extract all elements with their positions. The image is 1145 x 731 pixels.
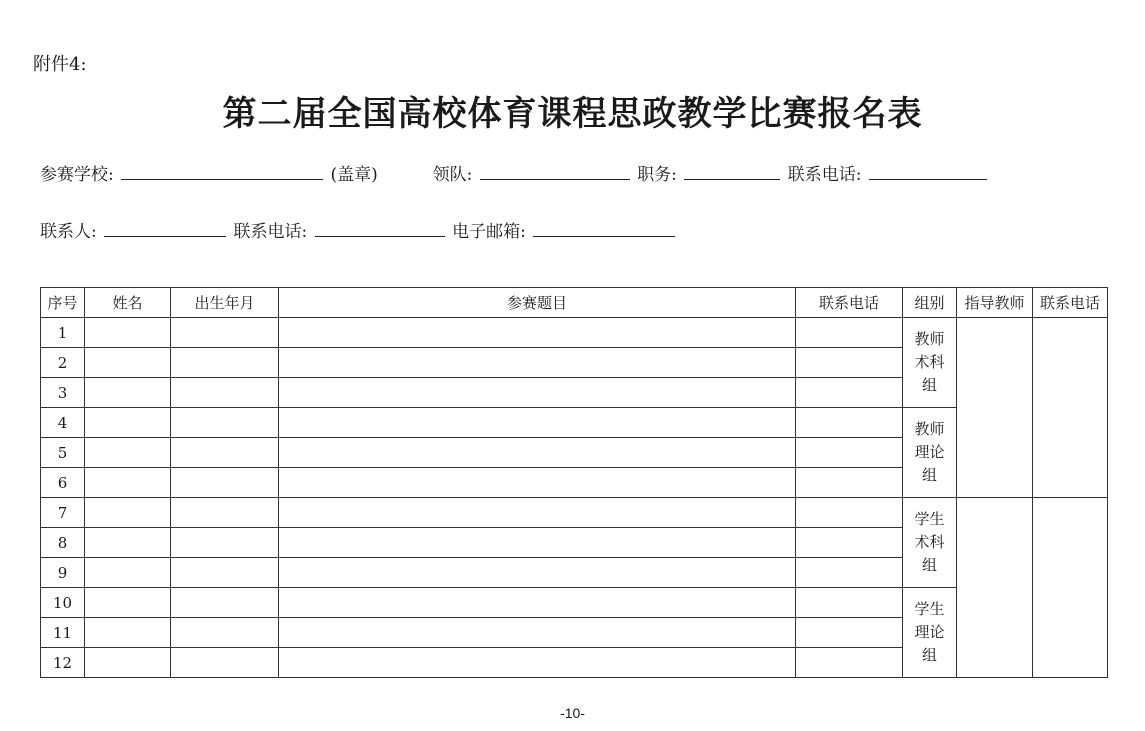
birth-cell[interactable] [171, 348, 279, 378]
row-index: 8 [41, 528, 85, 558]
page-title: 第二届全国高校体育课程思政教学比赛报名表 [222, 94, 923, 134]
phone-blank-2[interactable] [315, 222, 445, 237]
phone-blank-1[interactable] [869, 165, 987, 180]
email-label: 电子邮箱: [452, 222, 526, 242]
row-index: 11 [41, 618, 85, 648]
group-line: 理论 [914, 623, 945, 641]
phone-cell[interactable] [796, 468, 903, 498]
topic-cell[interactable] [279, 648, 796, 678]
birth-cell[interactable] [171, 528, 279, 558]
topic-cell[interactable] [279, 378, 796, 408]
form-line-2 [40, 217, 677, 242]
phone-label-2: 联系电话: [233, 222, 308, 242]
row-index: 2 [41, 348, 85, 378]
phone-cell[interactable] [796, 348, 903, 378]
group-line: 术科 [914, 533, 945, 551]
name-cell[interactable] [85, 408, 171, 438]
name-cell[interactable] [85, 528, 171, 558]
row-index: 4 [41, 408, 85, 438]
table-row [41, 318, 1108, 348]
header-topic: 参赛题目 [279, 288, 796, 318]
group-line: 组 [921, 556, 937, 574]
name-cell[interactable] [85, 618, 171, 648]
birth-cell[interactable] [171, 378, 279, 408]
topic-cell[interactable] [279, 528, 796, 558]
name-cell[interactable] [85, 348, 171, 378]
table-row [41, 498, 1108, 528]
advisor-cell-student[interactable] [957, 498, 1033, 678]
topic-cell[interactable] [279, 468, 796, 498]
birth-cell[interactable] [171, 558, 279, 588]
group-line: 组 [921, 466, 937, 484]
phone-cell[interactable] [796, 498, 903, 528]
name-cell[interactable] [85, 378, 171, 408]
birth-cell[interactable] [171, 588, 279, 618]
group-line: 术科 [914, 353, 945, 371]
email-blank[interactable] [533, 222, 675, 237]
seal-note: (盖章) [330, 165, 378, 185]
group-line: 教师 [914, 330, 945, 348]
header-advisor: 指导教师 [957, 288, 1033, 318]
name-cell[interactable] [85, 438, 171, 468]
row-index: 6 [41, 468, 85, 498]
row-index: 7 [41, 498, 85, 528]
name-cell[interactable] [85, 468, 171, 498]
topic-cell[interactable] [279, 498, 796, 528]
group-line: 组 [921, 646, 937, 664]
group-line: 学生 [914, 510, 945, 528]
row-index: 5 [41, 438, 85, 468]
name-cell[interactable] [85, 588, 171, 618]
phone-cell[interactable] [796, 408, 903, 438]
table-row [41, 588, 1108, 618]
topic-cell[interactable] [279, 408, 796, 438]
row-index: 9 [41, 558, 85, 588]
topic-cell[interactable] [279, 438, 796, 468]
row-index: 10 [41, 588, 85, 618]
table-header-row [41, 288, 1108, 318]
leader-label: 领队: [432, 165, 473, 185]
advisor-phone-cell-student[interactable] [1033, 498, 1108, 678]
group-line: 组 [921, 376, 937, 394]
row-index: 12 [41, 648, 85, 678]
phone-cell[interactable] [796, 558, 903, 588]
birth-cell[interactable] [171, 498, 279, 528]
name-cell[interactable] [85, 318, 171, 348]
header-advisor-phone: 联系电话 [1033, 288, 1108, 318]
group-teacher-theory [903, 408, 957, 498]
topic-cell[interactable] [279, 588, 796, 618]
form-line-1 [40, 160, 989, 185]
phone-cell[interactable] [796, 528, 903, 558]
contact-blank[interactable] [104, 222, 226, 237]
header-index: 序号 [41, 288, 85, 318]
header-phone: 联系电话 [796, 288, 903, 318]
page-number: -10- [560, 705, 585, 721]
header-birth: 出生年月 [171, 288, 279, 318]
row-index: 1 [41, 318, 85, 348]
position-label: 职务: [637, 165, 677, 185]
header-name: 姓名 [85, 288, 171, 318]
advisor-cell-teacher[interactable] [957, 318, 1033, 498]
school-label: 参赛学校: [40, 165, 114, 185]
birth-cell[interactable] [171, 468, 279, 498]
contact-label: 联系人: [40, 222, 97, 242]
row-index: 3 [41, 378, 85, 408]
birth-cell[interactable] [171, 618, 279, 648]
group-student-practical [903, 498, 957, 588]
name-cell[interactable] [85, 648, 171, 678]
registration-table [40, 287, 1108, 678]
topic-cell[interactable] [279, 558, 796, 588]
group-line: 学生 [914, 600, 945, 618]
phone-cell[interactable] [796, 318, 903, 348]
birth-cell[interactable] [171, 408, 279, 438]
phone-cell[interactable] [796, 648, 903, 678]
phone-cell[interactable] [796, 438, 903, 468]
group-line: 教师 [914, 420, 945, 438]
header-group: 组别 [903, 288, 957, 318]
name-cell[interactable] [85, 558, 171, 588]
school-blank[interactable] [121, 165, 323, 180]
topic-cell[interactable] [279, 618, 796, 648]
table-row [41, 408, 1108, 438]
topic-cell[interactable] [279, 348, 796, 378]
phone-cell[interactable] [796, 588, 903, 618]
phone-cell[interactable] [796, 618, 903, 648]
advisor-phone-cell-teacher[interactable] [1033, 318, 1108, 498]
birth-cell[interactable] [171, 318, 279, 348]
phone-cell[interactable] [796, 378, 903, 408]
leader-blank[interactable] [480, 165, 630, 180]
topic-cell[interactable] [279, 318, 796, 348]
group-student-theory [903, 588, 957, 678]
attachment-label: 附件4: [33, 54, 87, 75]
group-line: 理论 [914, 443, 945, 461]
position-blank[interactable] [684, 165, 780, 180]
phone-label-1: 联系电话: [787, 165, 862, 185]
group-teacher-practical [903, 318, 957, 408]
birth-cell[interactable] [171, 648, 279, 678]
birth-cell[interactable] [171, 438, 279, 468]
name-cell[interactable] [85, 498, 171, 528]
